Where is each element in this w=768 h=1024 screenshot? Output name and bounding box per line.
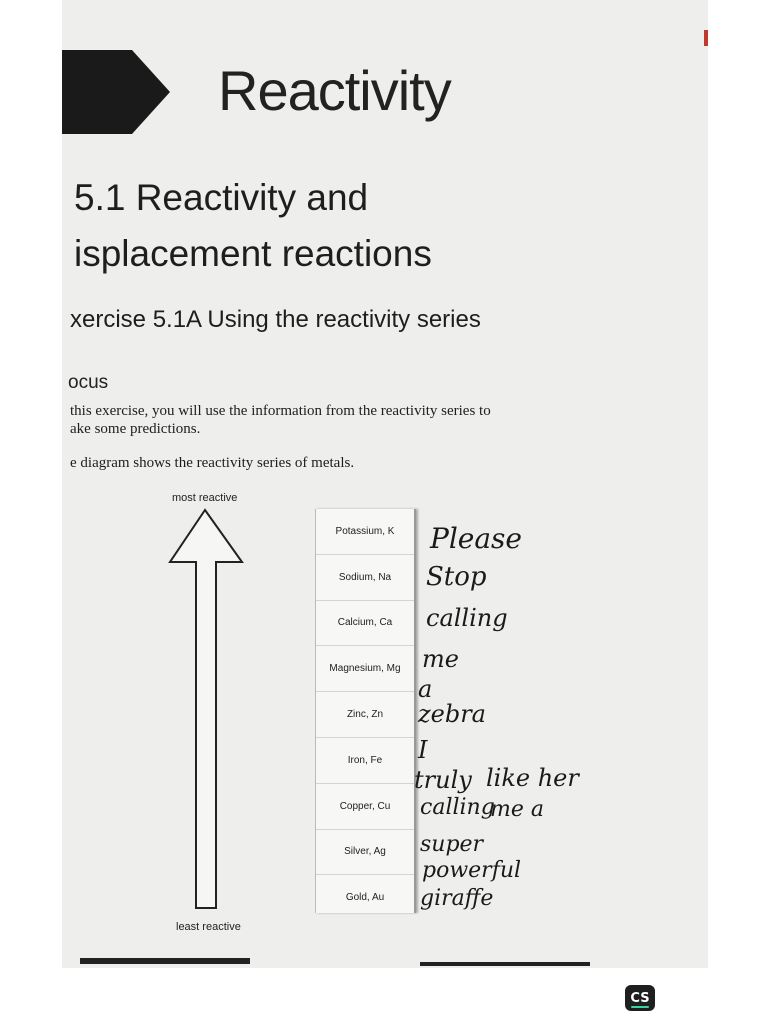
camscanner-logo-icon: CS bbox=[625, 985, 655, 1011]
page-edge-shadow bbox=[80, 958, 250, 964]
handwritten-word: me bbox=[422, 645, 459, 673]
metal-cell-magnesium: Magnesium, Mg bbox=[316, 646, 414, 692]
focus-heading: ocus bbox=[68, 372, 109, 393]
handwritten-word: me a bbox=[490, 797, 544, 822]
section-title bbox=[74, 170, 432, 282]
handwritten-word: I bbox=[418, 736, 428, 764]
metal-cell-gold: Gold, Au bbox=[345, 892, 385, 904]
exercise-title: xercise 5.1A Using the reactivity series bbox=[70, 306, 481, 333]
metal-cell-potassium: Potassium, K bbox=[316, 509, 414, 555]
intro-line-1: this exercise, you will use the information from the reactivity series to bbox=[70, 403, 491, 419]
least-reactive-label: least reactive bbox=[176, 921, 241, 933]
chapter-title: Reactivity bbox=[218, 59, 451, 122]
section-title-line2: isplacement reactions bbox=[74, 233, 432, 274]
handwritten-word: a bbox=[418, 675, 433, 703]
scan-artifact bbox=[704, 30, 708, 46]
intro-paragraph bbox=[70, 402, 491, 438]
section-title-line1: 5.1 Reactivity and bbox=[74, 177, 369, 218]
handwritten-word: super bbox=[420, 832, 484, 857]
handwritten-word: Stop bbox=[426, 562, 487, 592]
handwritten-word: Please bbox=[430, 522, 522, 555]
handwritten-word: like her bbox=[486, 764, 579, 792]
page-edge-shadow bbox=[420, 962, 590, 966]
handwritten-word: zebra bbox=[418, 700, 486, 728]
handwritten-word: powerful bbox=[422, 858, 522, 883]
reactivity-series-table bbox=[315, 509, 416, 913]
chapter-marker-icon bbox=[62, 50, 172, 142]
metal-cell-calcium: Calcium, Ca bbox=[316, 601, 414, 647]
handwritten-word: truly bbox=[414, 766, 472, 794]
most-reactive-label: most reactive bbox=[172, 492, 238, 504]
metal-cell-sodium: Sodium, Na bbox=[316, 555, 414, 601]
handwritten-word: giraffe bbox=[420, 886, 494, 911]
metal-cell-silver: Silver, Ag bbox=[316, 830, 414, 876]
intro-line-2: ake some predictions. bbox=[70, 421, 201, 437]
reactivity-arrow-icon bbox=[162, 490, 262, 940]
handwritten-word: calling bbox=[426, 604, 508, 632]
metal-cell-iron: Iron, Fe bbox=[316, 738, 414, 784]
metal-cell-zinc: Zinc, Zn bbox=[316, 692, 414, 738]
diagram-intro: e diagram shows the reactivity series of metals. bbox=[70, 455, 355, 471]
handwritten-word: calling bbox=[420, 795, 495, 820]
metal-cell-copper: Copper, Cu bbox=[316, 784, 414, 830]
scanned-page bbox=[62, 0, 708, 968]
